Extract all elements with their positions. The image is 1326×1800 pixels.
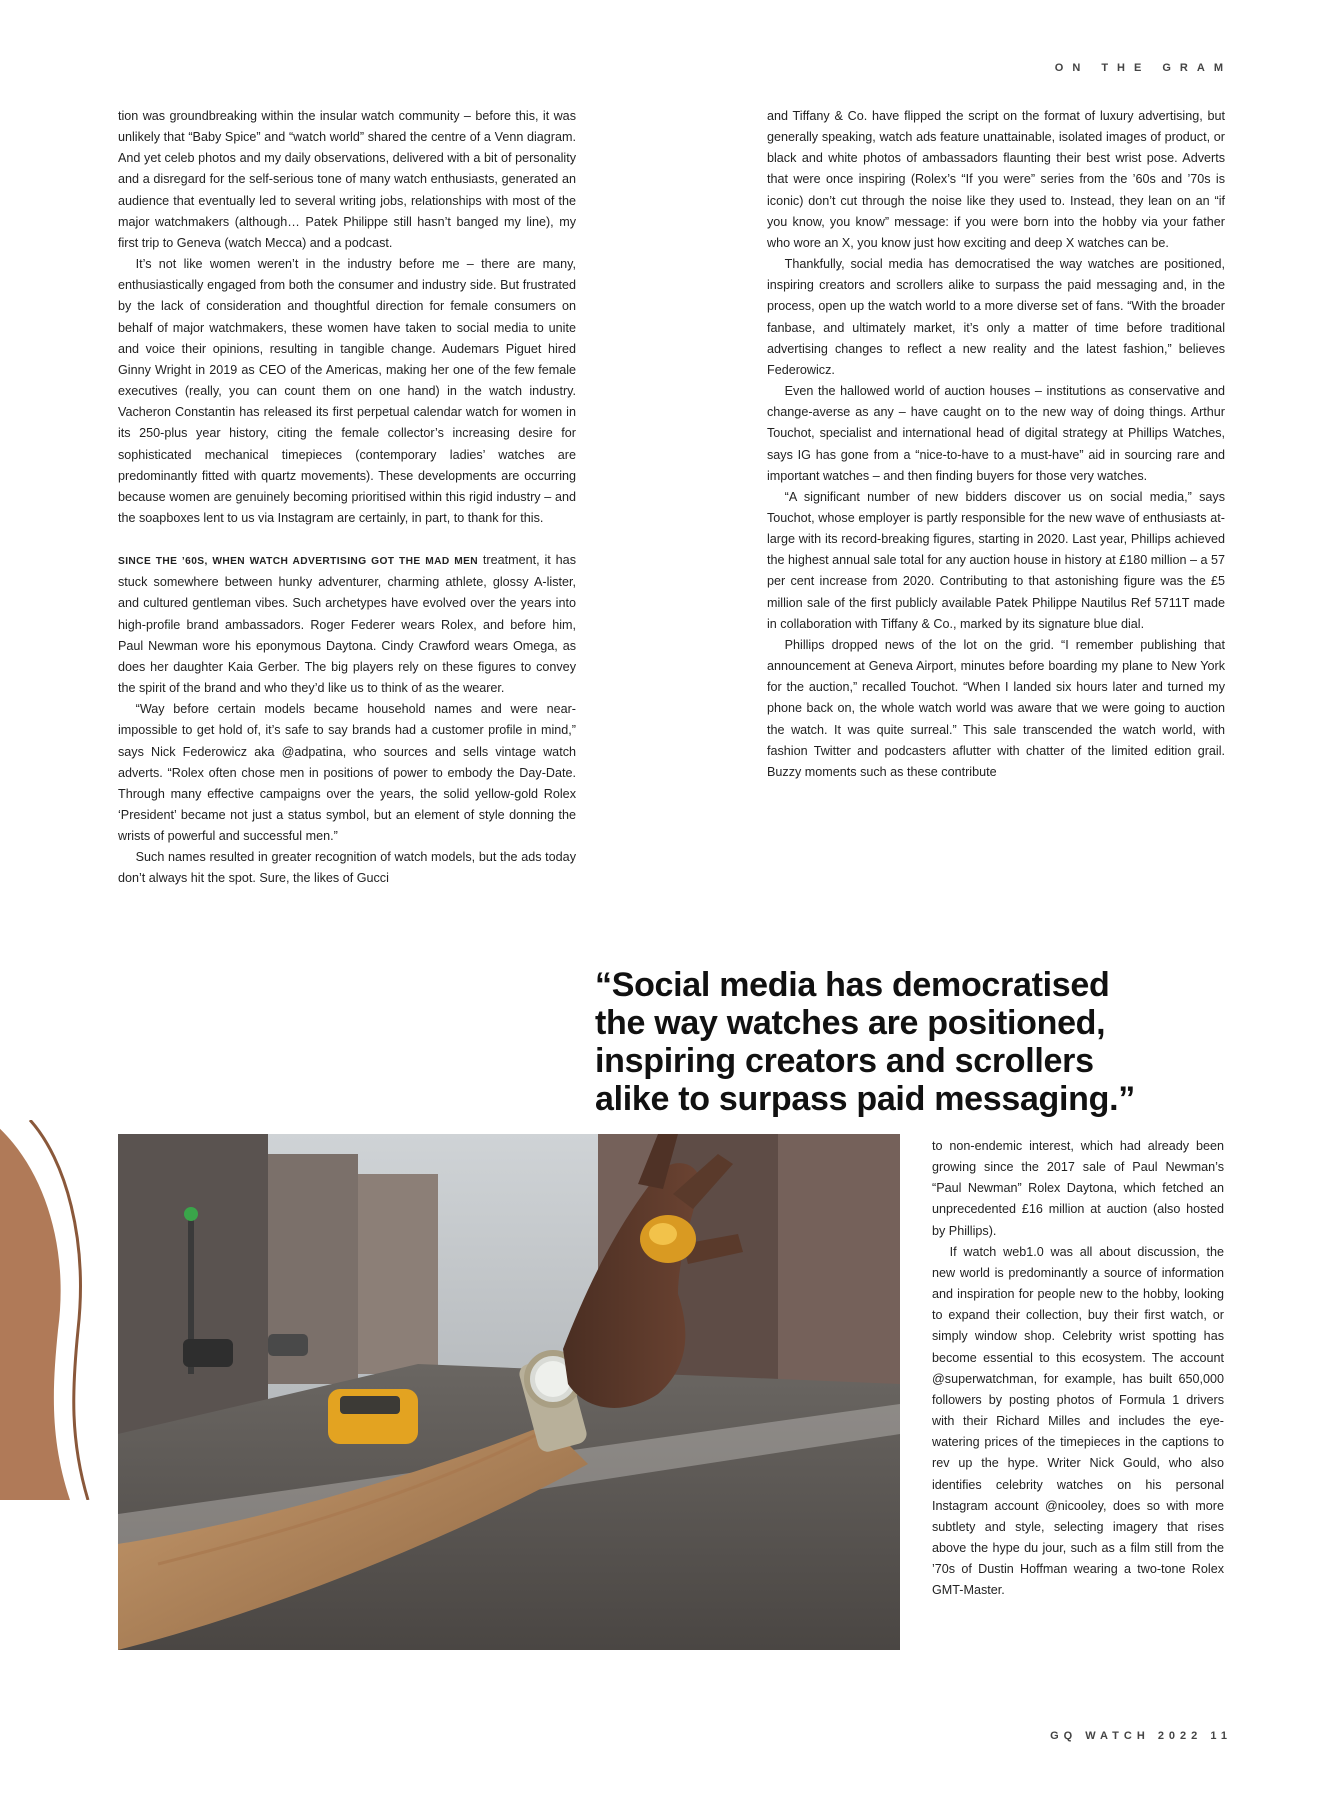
paragraph: Even the hallowed world of auction houses – institutions as conservative and change-averse as any – have caught on to the new way of doing things. Arthur Touchot, specialist and international head of digital strategy at Phillips Watches, says IG has gone from a “nice-to-have to a must-have” aid in sourcing rare and important watches – and then finding buyers for those very watches.	[767, 384, 1225, 483]
paragraph: Such names resulted in greater recognition of watch models, but the ads today don’t always hit the spot. Sure, the likes of Gucci	[118, 850, 576, 886]
pull-quote-line: the way watches are positioned,	[595, 1004, 1106, 1042]
pull-quote	[595, 966, 1245, 1118]
cropped-arm-image	[0, 1120, 110, 1500]
paragraph: to non-endemic interest, which had already been growing since the 2017 sale of Paul Newman’s “Paul Newman” Rolex Daytona, which fetched an unprecedented £16 million at auction (also hosted by Phillips).	[932, 1139, 1224, 1238]
running-header: ON THE GRAM	[1054, 62, 1232, 74]
paragraph: tion was groundbreaking within the insular watch community – before this, it was unlikely that “Baby Spice” and “watch world” shared the centre of a Venn diagram. And yet celeb photos and my daily observations, delivered with a bit of personality and a disregard for the self-serious tone of many watch enthusiasts, generated an audience that eventually led to several writing jobs, relationships with most of the major watchmakers (although… Patek Philippe still hasn’t banged my line), my first trip to Geneva (watch Mecca) and a podcast.	[118, 109, 576, 250]
paragraph: Phillips dropped news of the lot on the grid. “I remember publishing that announcement at Geneva Airport, minutes before boarding my plane to New York for the auction,” recalled Touchot. “When I landed six hours later and turned my phone back on, the whole watch world was aware that we were going to auction the watch. It was quite surreal.” This sale transcended the watch world, with fashion Twitter and podcasters aflutter with chatter of the limited edition grail. Buzzy moments such as these contribute	[767, 637, 1225, 779]
paragraph: “Way before certain models became household names and were near-impossible to get hold of, it’s safe to say brands had a customer profile in mind,” says Nick Federowicz aka @adpatina, who sources and sells vintage watch adverts. “Rolex often chose men in positions of power to embody the Day-Date. Through many effective campaigns over the years, the solid yellow-gold Rolex ‘President’ became not just a status symbol, but an element of style donning the wrists of powerful and successful men.”	[118, 702, 576, 844]
page-footer	[1050, 1730, 1232, 1742]
paragraph-text: treatment, it has stuck somewhere between hunky adventurer, charming athlete, glossy A-lister, and cultured gentleman vibes. Such archetypes have evolved over the years into high-profile brand ambassadors. Roger Federer wears Rolex, and before him, Paul Newman wore his eponymous Daytona. Cindy Crawford wears Omega, as does her daughter Kaia Gerber. The big players rely on these figures to convey the spirit of the brand and who they’d like us to think of as the wearer.	[118, 553, 576, 696]
paragraph: It’s not like women weren’t in the industry before me – there are many, enthusiastically engaged from both the consumer and industry side. But frustrated by the lack of consideration and thoughtful direction for female consumers on behalf of major watchmakers, these women have taken to social media to unite and voice their opinions, resulting in tangible change. Audemars Piguet hired Ginny Wright in 2019 as CEO of the Americas, making her one of the few female executives (really, you can count them on one hand) in the watch industry. Vacheron Constantin has released its first perpetual calendar watch for women in its 250-plus year history, citing the female collector’s increasing desire for sophisticated mechanical timepieces (contemporary ladies’ watches are predominantly fitted with quartz movements). These developments are occurring because women are genuinely becoming prioritised within this rigid industry – and the soapboxes lent to us via Instagram are certainly, in part, to thank for this.	[118, 257, 576, 525]
article-column-right	[767, 106, 1225, 783]
section-paragraph	[118, 550, 576, 699]
paragraph: and Tiffany & Co. have flipped the script on the format of luxury advertising, but generally speaking, watch ads feature unattainable, isolated images of product, or black and white photos of ambassadors flaunting their best wrist pose. Adverts that were once inspiring (Rolex’s “If you were” series from the ’60s and ’70s is iconic) don’t cut through the noise like they used to. Instead, they lean on an “if you know, you know” message: if you were born into the hobby via your father who wore an X, you know just how exciting and deep X watches can be.	[767, 109, 1225, 250]
pull-quote-line: inspiring creators and scrollers	[595, 1042, 1094, 1080]
paragraph: “A significant number of new bidders discover us on social media,” says Touchot, whose employer is partly responsible for the new wave of enthusiasts at-large with its record-breaking figures, starting in 2020. Last year, Phillips achieved the highest annual sale total for any auction house in history at £180 million – a 57 per cent increase from 2020. Contributing to that astonishing figure was the £5 million sale of the first publicly available Patek Philippe Nautilus Ref 5711T made in collaboration with Tiffany & Co., marked by its signature blue dial.	[767, 489, 1225, 631]
pull-quote-line: alike to surpass paid messaging.”	[595, 1080, 1135, 1118]
page-number: 11	[1210, 1730, 1232, 1742]
street-photo-wrist-watch	[118, 1134, 900, 1650]
paragraph: Thankfully, social media has democratised the way watches are positioned, inspiring creators and scrollers alike to surpass the paid messaging and, in the process, open up the watch world to a more diverse set of fans. “With the broader fanbase, and ultimately market, it’s only a matter of time before traditional advertising changes to reflect a new reality and the latest fashion,” believes Federowicz.	[767, 257, 1225, 377]
publication-name: GQ WATCH 2022	[1050, 1730, 1203, 1742]
article-column-left	[118, 106, 576, 890]
paragraph: If watch web1.0 was all about discussion, the new world is predominantly a source of information and inspiration for people new to the hobby, looking to expand their collection, buy their first watch, or simply window shop. Celebrity wrist spotting has become essential to this ecosystem. The account @superwatchman, for example, has built 650,000 followers by posting photos of Formula 1 drivers with their Richard Milles and includes the eye-watering prices of the timepieces in the captions to rev up the hype. Writer Nick Gould, who also identifies celebrity watches on his personal Instagram account @nicooley, does so with more subtlety and style, selecting imagery that rises above the hype du jour, such as a film still from the ’70s of Dustin Hoffman wearing a two-tone Rolex GMT-Master.	[932, 1244, 1224, 1598]
run-in-heading: SINCE THE ’60S, WHEN WATCH ADVERTISING GOT THE MAD MEN	[118, 556, 479, 568]
pull-quote-line: “Social media has democratised	[595, 966, 1110, 1004]
article-column-narrow	[932, 1136, 1224, 1601]
